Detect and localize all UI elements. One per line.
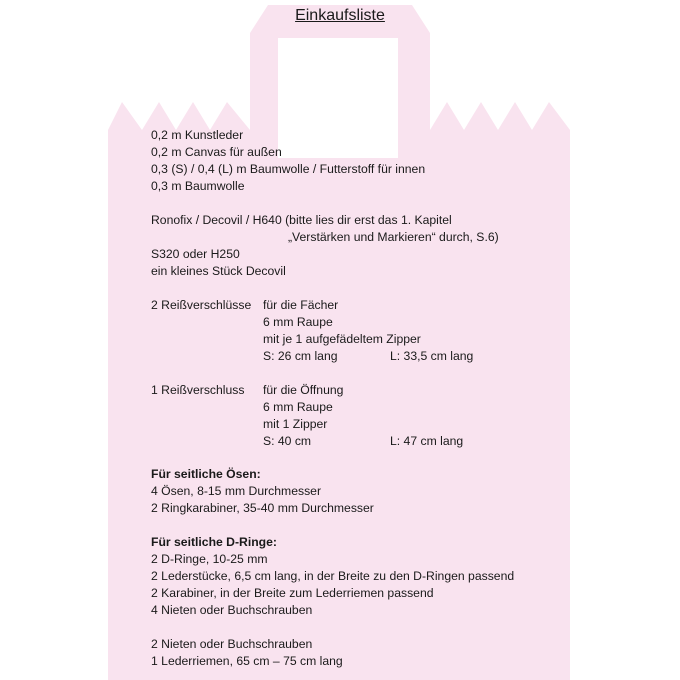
handle-cutout-upper: [278, 38, 398, 40]
interfacing-line: ein kleines Stück Decovil: [151, 264, 286, 278]
material-line: 0,3 m Baumwolle: [151, 179, 245, 193]
list-item: 1 Lederriemen, 65 cm – 75 cm lang: [151, 654, 343, 668]
section-heading-drings: Für seitliche D-Ringe:: [151, 535, 277, 549]
material-line: 0,2 m Canvas für außen: [151, 145, 282, 159]
interfacing-line: „Verstärken und Markieren“ durch, S.6): [288, 230, 499, 244]
zipper-detail: 6 mm Raupe: [263, 400, 333, 414]
zipper-label: 1 Reißverschluss: [151, 383, 245, 397]
material-line: 0,3 (S) / 0,4 (L) m Baumwolle / Futterstoff für innen: [151, 162, 426, 176]
interfacing-line: Ronofix / Decovil / H640 (bitte lies dir erst das 1. Kapitel: [151, 213, 452, 227]
list-item: 2 Ringkarabiner, 35-40 mm Durchmesser: [151, 501, 374, 515]
zipper-label: 2 Reißverschlüsse: [151, 298, 252, 312]
zipper-size-s: S: 26 cm lang: [263, 349, 338, 363]
zipper-detail: mit je 1 aufgefädeltem Zipper: [263, 332, 421, 346]
list-item: 2 Karabiner, in der Breite zum Lederriemen passend: [151, 586, 434, 600]
zipper-purpose: für die Öffnung: [263, 383, 344, 397]
zipper-size-s: S: 40 cm: [263, 434, 312, 448]
zipper-size-l: L: 33,5 cm lang: [390, 349, 474, 363]
interfacing-line: S320 oder H250: [151, 247, 240, 261]
list-item: 2 Nieten oder Buchschrauben: [151, 637, 313, 651]
zipper-purpose: für die Fächer: [263, 298, 339, 312]
zipper-size-l: L: 47 cm lang: [390, 434, 464, 448]
zipper-detail: mit 1 Zipper: [263, 417, 328, 431]
list-item: 2 D-Ringe, 10-25 mm: [151, 552, 268, 566]
list-item: 4 Nieten oder Buchschrauben: [151, 603, 313, 617]
material-line: 0,2 m Kunstleder: [151, 128, 244, 142]
section-heading-eyelets: Für seitliche Ösen:: [151, 467, 261, 481]
zipper-detail: 6 mm Raupe: [263, 315, 333, 329]
list-item: 4 Ösen, 8-15 mm Durchmesser: [151, 484, 322, 498]
page-title: Einkaufsliste: [295, 7, 385, 24]
list-item: 2 Lederstücke, 6,5 cm lang, in der Breite zu den D-Ringen passend: [151, 569, 515, 583]
handle-cutout: [278, 38, 398, 158]
